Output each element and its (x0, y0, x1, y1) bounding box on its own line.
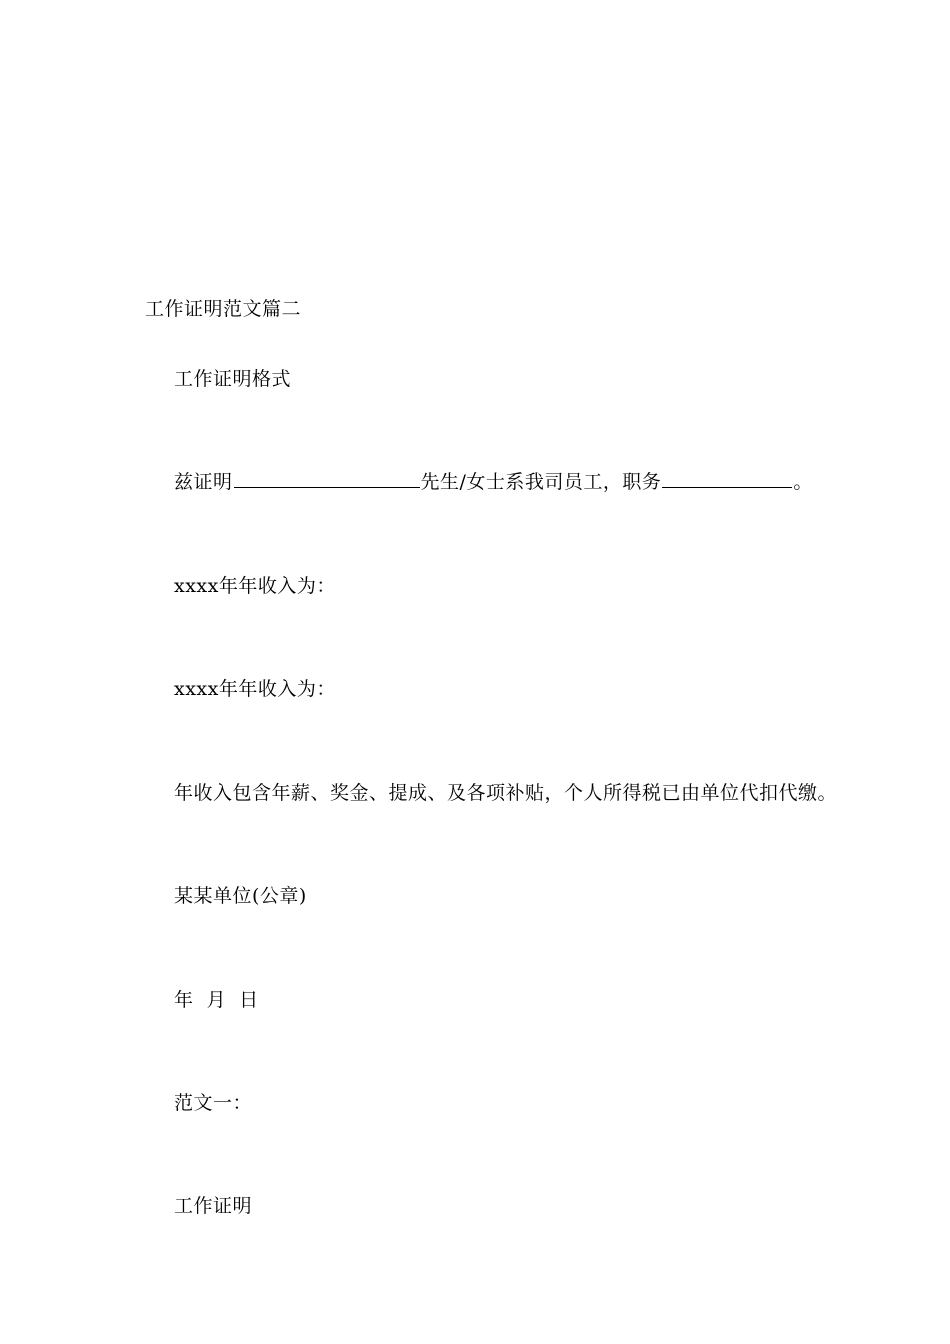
position-blank (662, 469, 792, 488)
date-text: 年 月 日 (174, 989, 259, 1011)
format-heading: 工作证明格式 (174, 368, 292, 390)
section-title: 工作证明范文篇二 (145, 298, 302, 320)
name-blank (234, 469, 420, 488)
income-line-1: xxxx年年收入为： (174, 575, 336, 597)
certify-suffix: 。 (793, 471, 813, 493)
certify-middle: 先生/女士系我司员工，职务 (420, 471, 662, 493)
certify-line (174, 469, 813, 495)
certify-prefix: 兹证明 (174, 471, 233, 493)
sample-label: 范文一： (174, 1092, 253, 1114)
unit-seal: 某某单位(公章) (174, 885, 307, 907)
income-note: 年收入包含年薪、奖金、提成、及各项补贴，个人所得税已由单位代扣代缴。 (174, 782, 838, 804)
sample-title: 工作证明 (174, 1195, 253, 1217)
income-line-2: xxxx年年收入为： (174, 678, 336, 700)
date-line (174, 987, 259, 1013)
